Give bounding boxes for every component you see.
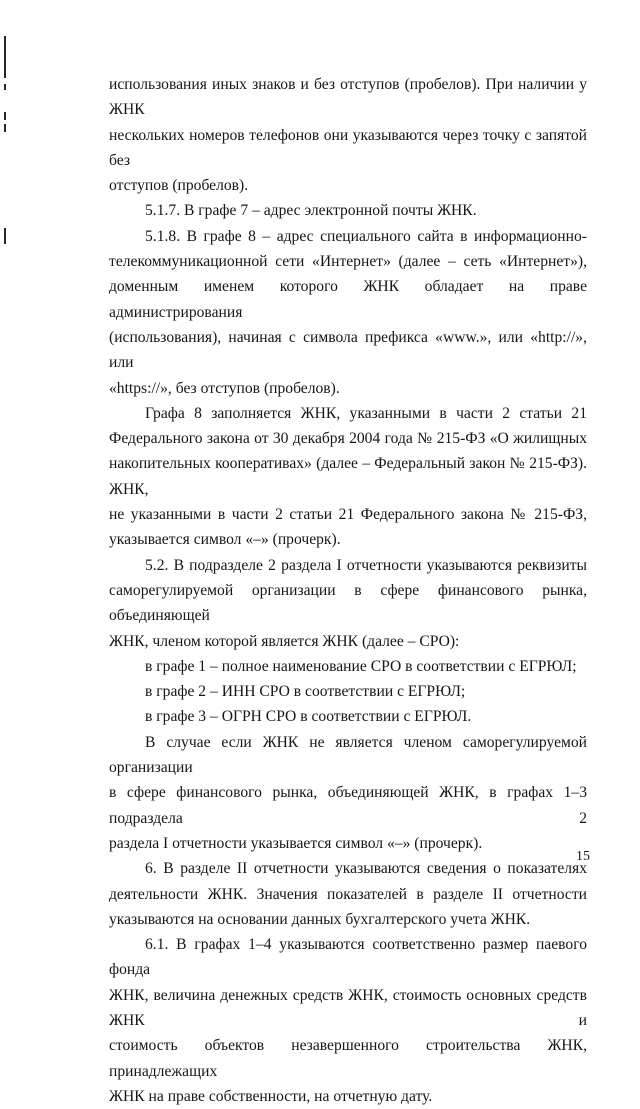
text-line: 5.1.8. В графе 8 – адрес специального сайта в информационно- xyxy=(145,227,587,245)
text-line: 6. В разделе II отчетности указываются сведения о показателях xyxy=(145,860,587,878)
text-line: саморегулируемой организации в сфере финансового рынка, объединяющей xyxy=(109,581,587,625)
scan-artifact-line xyxy=(4,36,6,78)
text-line: ЖНК, членом которой является ЖНК (далее – СРО): xyxy=(109,632,460,650)
scan-artifact-line xyxy=(4,112,6,120)
text-line: в графе 1 – полное наименование СРО в соответствии с ЕГРЮЛ; xyxy=(145,657,577,675)
scan-artifact-line xyxy=(4,84,6,90)
text-line: стоимость объектов незавершенного строительства ЖНК, принадлежащих xyxy=(109,1037,587,1080)
text-line: телекоммуникационной сети «Интернет» (далее – сеть «Интернет»), xyxy=(109,253,587,271)
text-line: 5.1.7. В графе 7 – адрес электронной почты ЖНК. xyxy=(145,202,477,220)
text-line: «https://», без отступов (пробелов). xyxy=(109,379,340,397)
text-line: раздела I отчетности указывается символ «–» (прочерк). xyxy=(109,834,483,852)
text-line: нескольких номеров телефонов они указываются через точку с запятой без xyxy=(109,126,587,169)
text-line: деятельности ЖНК. Значения показателей в разделе II отчетности xyxy=(109,885,587,903)
text-line: не указанными в части 2 статьи 21 Федерального закона № 215-ФЗ, xyxy=(109,506,587,524)
text-line: отступов (пробелов). xyxy=(109,177,249,195)
document-body xyxy=(109,72,587,1109)
text-line: в графе 3 – ОГРН СРО в соответствии с ЕГРЮЛ. xyxy=(145,708,472,726)
text-line: доменным именем которого ЖНК обладает на праве администрирования xyxy=(109,278,587,321)
scan-artifact-line xyxy=(4,228,6,244)
text-line: В случае если ЖНК не является членом саморегулируемой организации xyxy=(109,733,587,777)
page-number: 15 xyxy=(576,849,590,864)
text-line: 5.2. В подразделе 2 раздела I отчетности указываются реквизиты xyxy=(145,556,587,574)
text-line: 6.1. В графах 1–4 указываются соответственно размер паевого фонда xyxy=(109,936,587,979)
text-line: ЖНК, величина денежных средств ЖНК, стоимость основных средств ЖНК и xyxy=(109,986,587,1029)
text-line: ЖНК на праве собственности, на отчетную дату. xyxy=(109,1087,433,1105)
text-line: накопительных кооперативах» (далее – Федеральный закон № 215-ФЗ). ЖНК, xyxy=(109,455,587,498)
text-line: в графе 2 – ИНН СРО в соответствии с ЕГРЮЛ; xyxy=(145,683,466,701)
scan-artifact-line xyxy=(4,124,6,132)
text-line: использования иных знаков и без отступов (пробелов). При наличии у ЖНК xyxy=(109,76,587,119)
text-line: Графа 8 заполняется ЖНК, указанными в части 2 статьи 21 xyxy=(145,404,587,422)
text-line: (использования), начиная с символа префикса «www.», или «http://», или xyxy=(109,328,587,372)
text-line: в сфере финансового рынка, объединяющей ЖНК, в графах 1–3 подраздела 2 xyxy=(109,784,587,827)
text-line: указываются на основании данных бухгалтерского учета ЖНК. xyxy=(109,910,531,928)
text-line: указывается символ «–» (прочерк). xyxy=(109,531,341,549)
text-line: Федерального закона от 30 декабря 2004 года № 215-ФЗ «О жилищных xyxy=(109,430,587,448)
